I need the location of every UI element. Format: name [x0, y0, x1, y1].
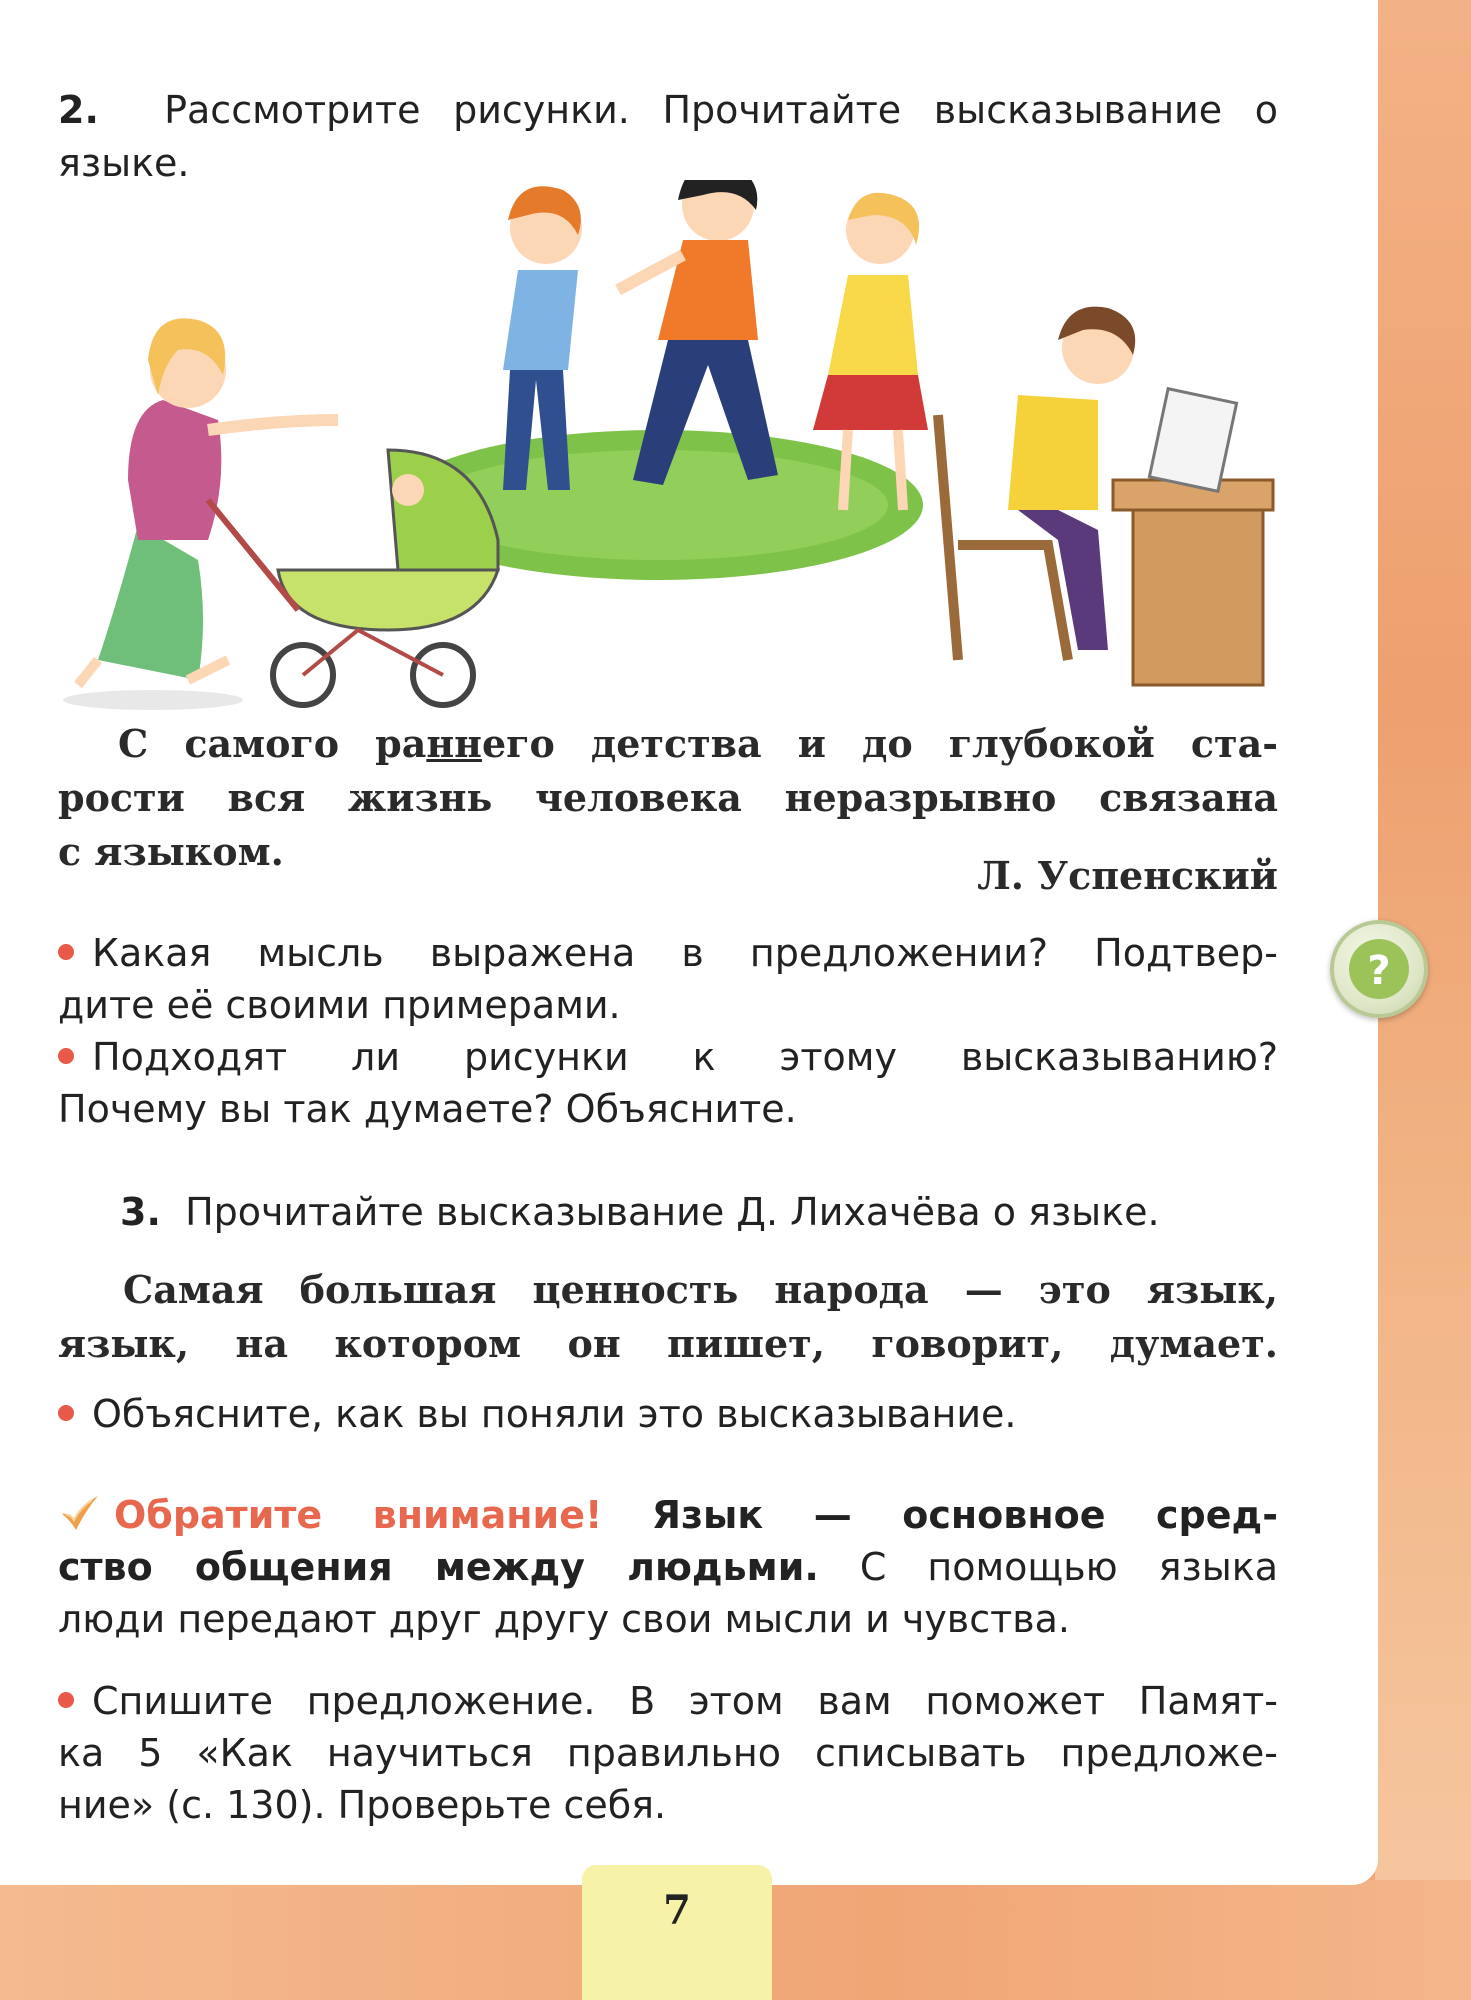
note-line1: [58, 1489, 1278, 1541]
question1-line1: [58, 927, 1278, 979]
illustration: [58, 180, 1288, 715]
quote1-line3: с языком.: [58, 829, 284, 874]
question1-text: Какая мысль выражена в предложении? Подтвер-: [92, 931, 1278, 975]
task2-line2: языке.: [58, 141, 190, 185]
question-badge-icon[interactable]: [1330, 920, 1428, 1018]
stroller-figure: [208, 450, 498, 705]
note-bold2: ство общения между людьми.: [58, 1545, 819, 1589]
mother-figure: [63, 318, 338, 710]
svg-text:?: ?: [1367, 948, 1391, 994]
copy-task-line1: [58, 1675, 1278, 1727]
quote1-underlined: нн: [426, 721, 482, 766]
copy-task-line2: ка 5 «Как научиться правильно списывать предложе-: [58, 1731, 1278, 1775]
quote2-line1: Самая большая ценность народа — это язык,: [123, 1267, 1278, 1312]
question2-line2: Почему вы так думаете? Объясните.: [58, 1087, 797, 1131]
reading-boy-figure: [938, 307, 1273, 685]
note-bold1: Язык — основное сред-: [651, 1493, 1278, 1537]
task3-line: [58, 1186, 1278, 1238]
task2-line1: [58, 84, 1278, 136]
copy-task-line3: ние» (с. 130). Проверьте себя.: [58, 1783, 667, 1827]
task3-text: Прочитайте высказывание Д. Лихачёва о языке.: [185, 1190, 1160, 1234]
task2-text: Рассмотрите рисунки. Прочитайте высказывание о: [164, 88, 1278, 132]
question3-text: Объясните, как вы поняли это высказывание.: [92, 1392, 1017, 1436]
page-number: 7: [663, 1887, 691, 1934]
note-rest2: С помощью языка: [859, 1545, 1278, 1589]
question2-text: Подходят ли рисунки к этому высказыванию?: [92, 1035, 1278, 1079]
task2-number: 2.: [58, 88, 99, 132]
quote1-line1: [58, 718, 1278, 770]
question3-line: [58, 1388, 1278, 1440]
quote1-part2: его детства и до глубокой ста-: [482, 721, 1278, 766]
note-line2: [58, 1541, 1278, 1593]
quote1-author: Л. Успенский: [977, 853, 1278, 898]
copy-task-text: Спишите предложение. В этом вам поможет Памят-: [92, 1679, 1278, 1723]
note-line3: люди передают друг другу свои мысли и чувства.: [58, 1597, 1070, 1641]
checkmark-icon: [58, 1494, 102, 1534]
question2-line1: [58, 1031, 1278, 1083]
quote1-part1: С самого ра: [118, 721, 427, 766]
page-number-tab: [582, 1865, 772, 2000]
attention-label: Обратите внимание!: [114, 1493, 603, 1537]
quote1-line2: рости вся жизнь человека неразрывно связана: [58, 775, 1278, 820]
quote2-line2: язык, на котором он пишет, говорит, думает.: [58, 1321, 1278, 1366]
question1-line2: дите её своими примерами.: [58, 983, 621, 1027]
task3-number: 3.: [120, 1190, 161, 1234]
